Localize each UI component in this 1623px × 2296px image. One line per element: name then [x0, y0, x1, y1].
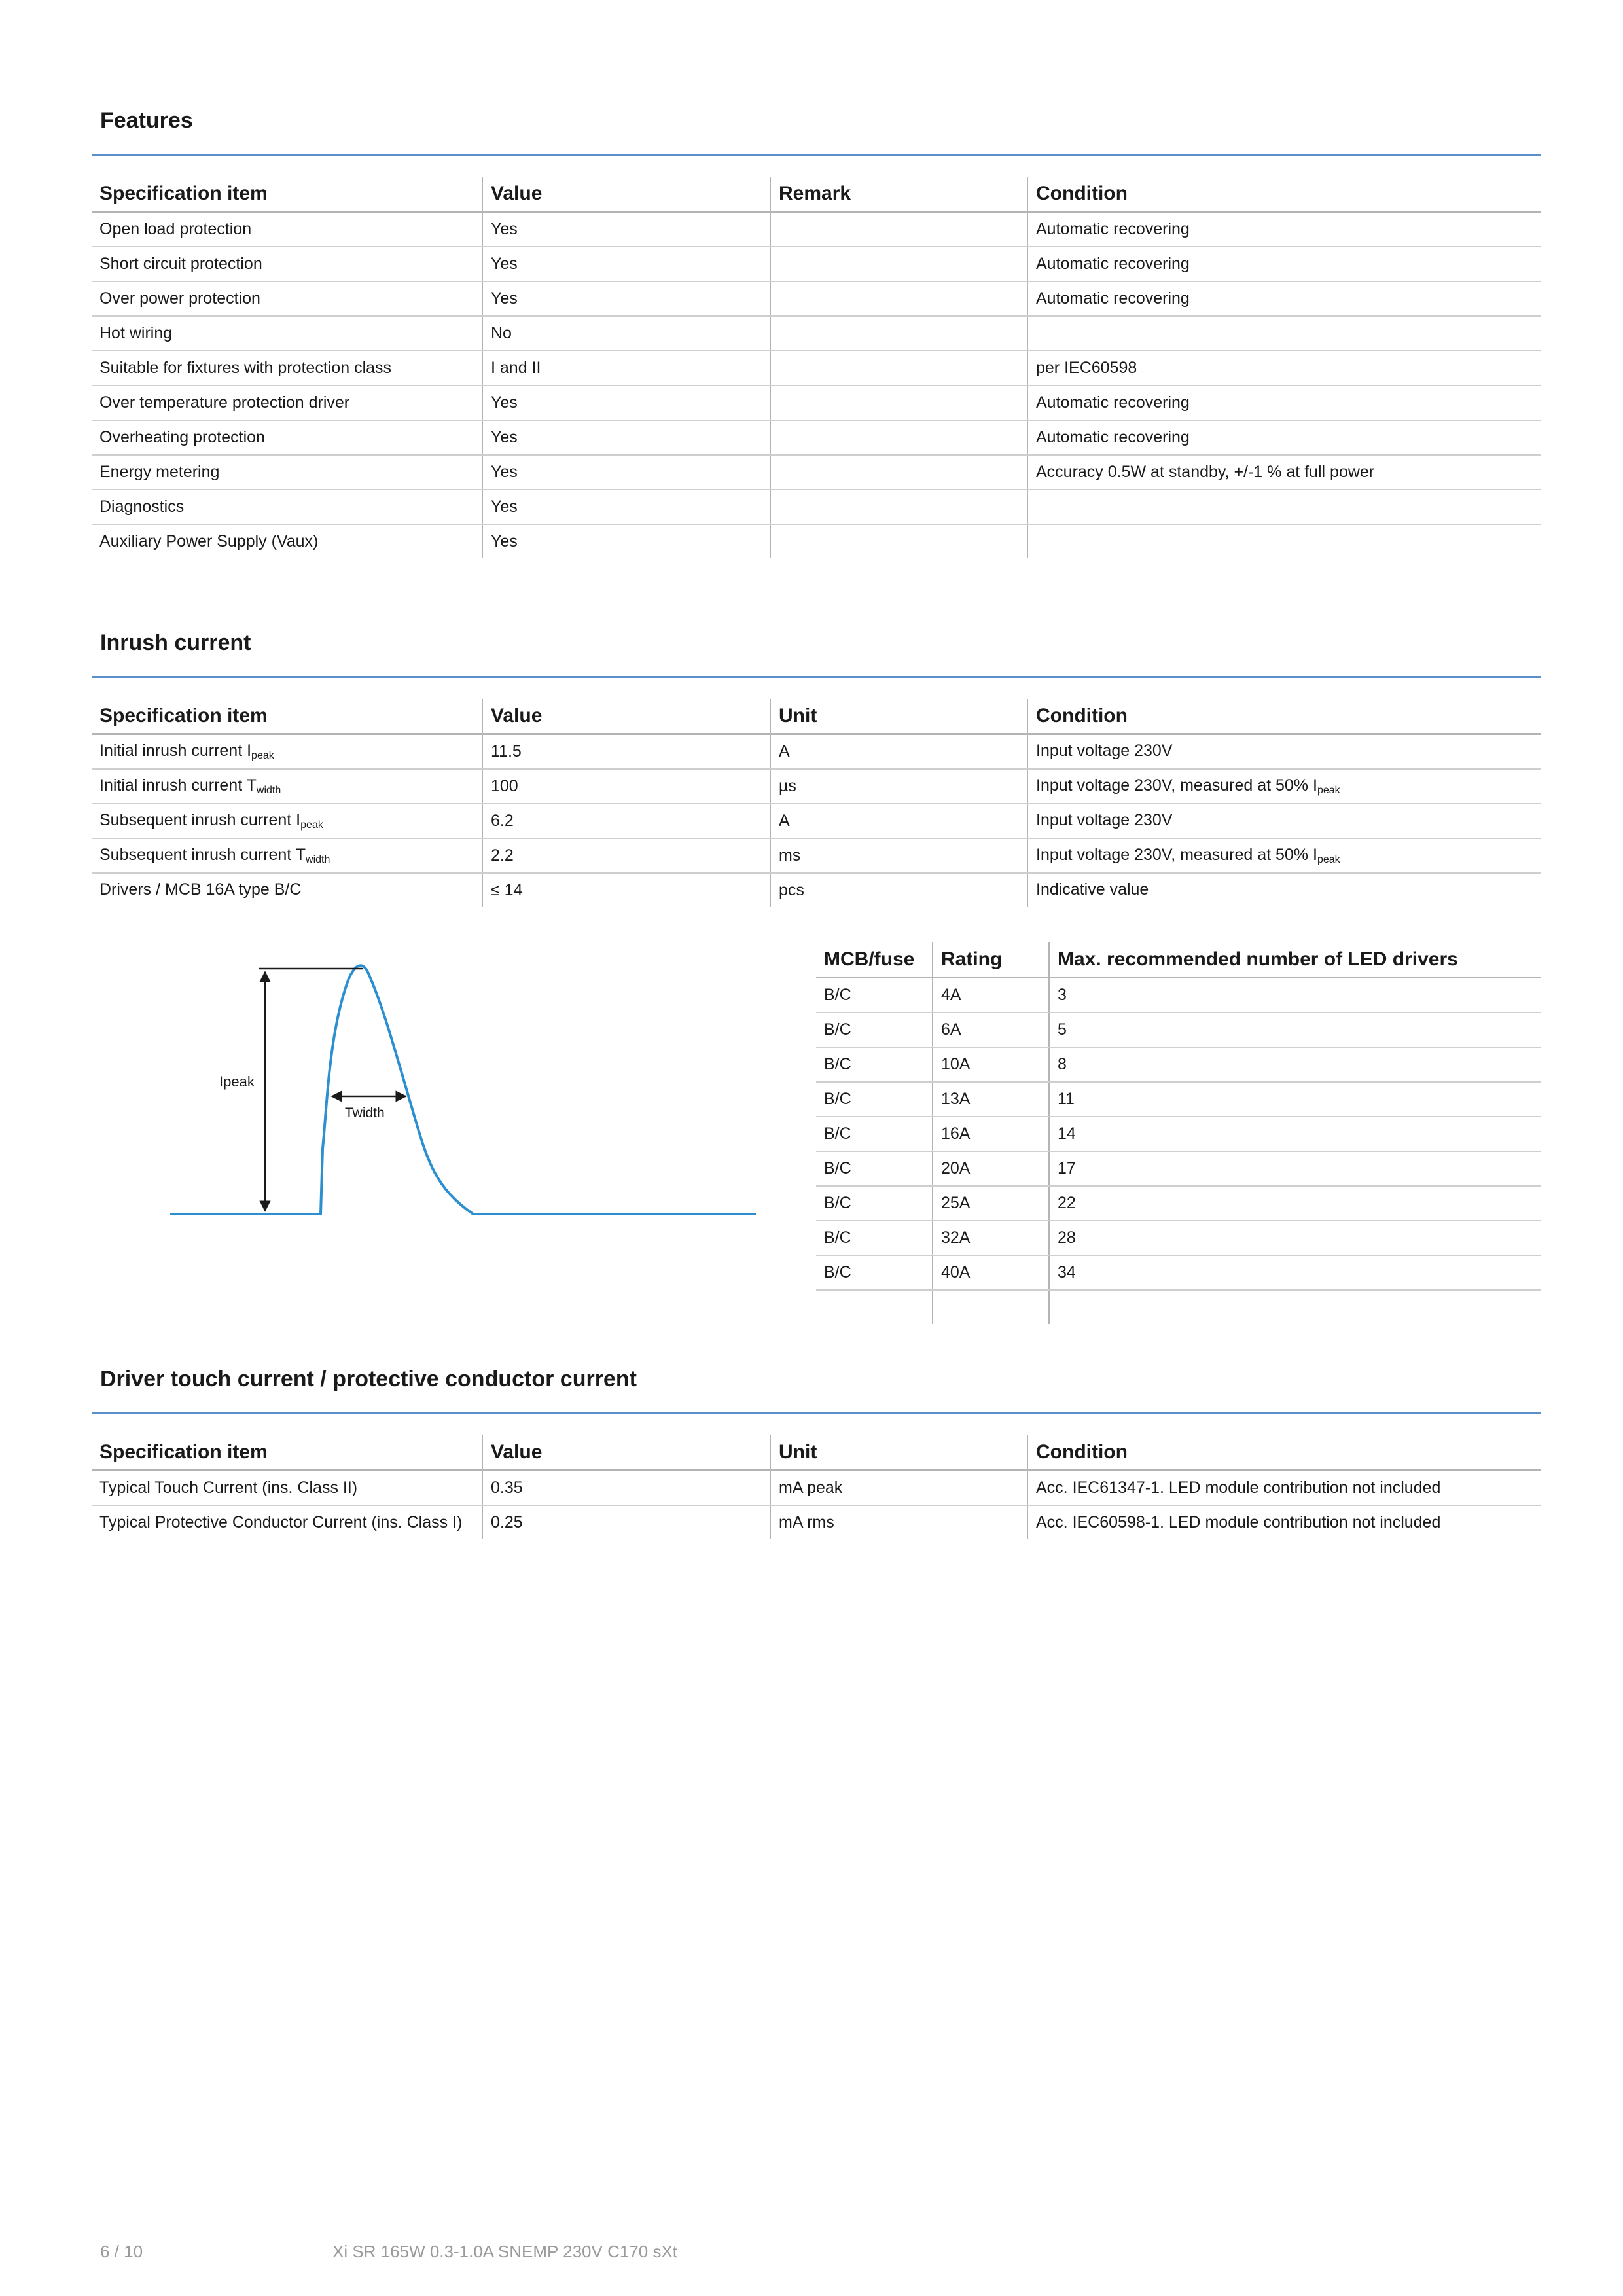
spec-unit: ms — [770, 838, 1027, 873]
spec-condition: Automatic recovering — [1027, 281, 1541, 316]
spec-condition — [1027, 873, 1541, 907]
table-row — [816, 1255, 1541, 1290]
spec-remark — [770, 455, 1027, 490]
spec-remark — [770, 316, 1027, 351]
spec-value: Yes — [482, 212, 770, 247]
features-header-item: Specification item — [92, 177, 482, 212]
spec-condition — [1027, 734, 1541, 770]
features-header-remark: Remark — [770, 177, 1027, 212]
inrush-header-condition: Condition — [1027, 699, 1541, 734]
spec-remark — [770, 351, 1027, 386]
mcb-max-drivers: 5 — [1049, 1013, 1541, 1047]
spec-value: Yes — [482, 490, 770, 524]
spec-condition: Accuracy 0.5W at standby, +/-1 % at full power — [1027, 455, 1541, 490]
table-row — [92, 1471, 1541, 1506]
mcb-max-drivers: 11 — [1049, 1082, 1541, 1117]
spec-condition — [1027, 838, 1541, 873]
mcb-fuse — [816, 1290, 933, 1324]
table-row — [816, 1082, 1541, 1117]
features-header-value: Value — [482, 177, 770, 212]
spec-condition — [1027, 769, 1541, 804]
mcb-rating: 6A — [933, 1013, 1049, 1047]
spec-value: ≤ 14 — [482, 873, 770, 907]
spec-item-text: Subsequent inrush current T — [99, 846, 306, 864]
table-row — [816, 1013, 1541, 1047]
spec-condition-text: Input voltage 230V, measured at 50% I — [1036, 846, 1317, 864]
spec-value: Yes — [482, 455, 770, 490]
mcb-max-drivers: 34 — [1049, 1255, 1541, 1290]
features-section-rule — [92, 154, 1541, 156]
table-row — [92, 838, 1541, 873]
spec-remark — [770, 386, 1027, 420]
touch-header-condition: Condition — [1027, 1435, 1541, 1471]
features-header-condition: Condition — [1027, 177, 1541, 212]
spec-remark — [770, 420, 1027, 455]
spec-condition — [1027, 804, 1541, 838]
spec-unit: pcs — [770, 873, 1027, 907]
inrush-waveform-diagram — [167, 952, 762, 1227]
table-row — [92, 1505, 1541, 1539]
table-row — [92, 804, 1541, 838]
spec-remark — [770, 490, 1027, 524]
mcb-max-drivers — [1049, 1290, 1541, 1324]
touch-header-item: Specification item — [92, 1435, 482, 1471]
mcb-fuse: B/C — [816, 1013, 933, 1047]
mcb-fuse: B/C — [816, 1221, 933, 1255]
table-row — [92, 420, 1541, 455]
spec-value: Yes — [482, 247, 770, 281]
inrush-header-unit: Unit — [770, 699, 1027, 734]
table-row — [92, 873, 1541, 907]
spec-unit: A — [770, 804, 1027, 838]
mcb-table — [816, 942, 1541, 1324]
spec-item — [92, 873, 482, 907]
touch-header-row — [92, 1435, 1541, 1471]
spec-item: Suitable for fixtures with protection class — [92, 351, 482, 386]
table-row — [92, 490, 1541, 524]
mcb-rating: 40A — [933, 1255, 1049, 1290]
spec-condition-text: Input voltage 230V — [1036, 742, 1173, 760]
touch-section-rule — [92, 1412, 1541, 1414]
spec-condition: Automatic recovering — [1027, 386, 1541, 420]
table-row — [92, 386, 1541, 420]
spec-item-subscript: peak — [300, 819, 323, 831]
table-row — [92, 351, 1541, 386]
table-row — [816, 1117, 1541, 1151]
spec-item-text: Initial inrush current T — [99, 776, 257, 795]
ipeak-label: Ipeak — [219, 1073, 255, 1090]
spec-remark — [770, 247, 1027, 281]
mcb-rating: 10A — [933, 1047, 1049, 1082]
spec-value: 100 — [482, 769, 770, 804]
spec-value: 6.2 — [482, 804, 770, 838]
spec-value: 0.35 — [482, 1471, 770, 1506]
table-row — [816, 1047, 1541, 1082]
spec-value: Yes — [482, 420, 770, 455]
touch-section-title: Driver touch current / protective conductor current — [100, 1367, 637, 1391]
inrush-table — [92, 699, 1541, 907]
spec-unit: mA rms — [770, 1505, 1027, 1539]
touch-table — [92, 1435, 1541, 1539]
table-row — [816, 1221, 1541, 1255]
table-row — [92, 455, 1541, 490]
spec-condition-subscript: peak — [1317, 854, 1340, 865]
spec-item-text: Drivers / MCB 16A type B/C — [99, 880, 302, 899]
spec-item-subscript: width — [306, 854, 330, 865]
spec-condition-text: Input voltage 230V, measured at 50% I — [1036, 776, 1317, 795]
spec-value: No — [482, 316, 770, 351]
mcb-header-row — [816, 942, 1541, 978]
spec-condition — [1027, 316, 1541, 351]
mcb-max-drivers: 22 — [1049, 1186, 1541, 1221]
touch-header-value: Value — [482, 1435, 770, 1471]
spec-item: Typical Touch Current (ins. Class II) — [92, 1471, 482, 1506]
spec-value: 0.25 — [482, 1505, 770, 1539]
spec-condition: Acc. IEC60598-1. LED module contribution not included — [1027, 1505, 1541, 1539]
features-section-title: Features — [100, 108, 193, 133]
spec-remark — [770, 281, 1027, 316]
spec-value: I and II — [482, 351, 770, 386]
spec-item: Diagnostics — [92, 490, 482, 524]
spec-condition-text: Indicative value — [1036, 880, 1149, 899]
spec-item: Over power protection — [92, 281, 482, 316]
spec-item: Short circuit protection — [92, 247, 482, 281]
spec-item — [92, 804, 482, 838]
table-row — [816, 1186, 1541, 1221]
spec-condition: per IEC60598 — [1027, 351, 1541, 386]
spec-unit: A — [770, 734, 1027, 770]
spec-item: Hot wiring — [92, 316, 482, 351]
mcb-rating: 20A — [933, 1151, 1049, 1186]
inrush-section-title: Inrush current — [100, 630, 251, 655]
spec-condition-text: Input voltage 230V — [1036, 811, 1173, 829]
mcb-fuse: B/C — [816, 1255, 933, 1290]
mcb-rating — [933, 1290, 1049, 1324]
spec-item: Open load protection — [92, 212, 482, 247]
table-row — [816, 978, 1541, 1013]
spec-item: Typical Protective Conductor Current (ins. Class I) — [99, 1513, 463, 1532]
mcb-header-max-drivers: Max. recommended number of LED drivers — [1049, 942, 1541, 978]
mcb-rating: 32A — [933, 1221, 1049, 1255]
spec-item-text: Subsequent inrush current I — [99, 811, 301, 829]
inrush-header-value: Value — [482, 699, 770, 734]
spec-condition: Acc. IEC61347-1. LED module contribution not included — [1027, 1471, 1541, 1506]
inrush-header-row — [92, 699, 1541, 734]
spec-condition — [1027, 524, 1541, 558]
table-row — [92, 734, 1541, 770]
table-row — [92, 281, 1541, 316]
table-row — [92, 212, 1541, 247]
features-header-row — [92, 177, 1541, 212]
spec-remark — [770, 524, 1027, 558]
mcb-fuse: B/C — [816, 978, 933, 1013]
spec-item: Over temperature protection driver — [92, 386, 482, 420]
spec-unit: mA peak — [770, 1471, 1027, 1506]
spec-item — [92, 838, 482, 873]
mcb-fuse: B/C — [816, 1117, 933, 1151]
features-table — [92, 177, 1541, 558]
spec-item-text: Initial inrush current I — [99, 742, 252, 760]
mcb-fuse: B/C — [816, 1151, 933, 1186]
spec-value: 11.5 — [482, 734, 770, 770]
inrush-header-item: Specification item — [92, 699, 482, 734]
twidth-label: Twidth — [345, 1105, 385, 1121]
touch-header-unit: Unit — [770, 1435, 1027, 1471]
spec-item — [92, 734, 482, 770]
mcb-fuse: B/C — [816, 1082, 933, 1117]
table-row — [816, 1151, 1541, 1186]
table-row — [816, 1290, 1541, 1324]
spec-condition: Automatic recovering — [1027, 247, 1541, 281]
mcb-max-drivers: 28 — [1049, 1221, 1541, 1255]
spec-item-subscript: peak — [251, 750, 274, 761]
spec-condition: Automatic recovering — [1027, 212, 1541, 247]
spec-condition — [1027, 490, 1541, 524]
mcb-header-fuse: MCB/fuse — [816, 942, 933, 978]
table-row — [92, 316, 1541, 351]
spec-unit: µs — [770, 769, 1027, 804]
table-row — [92, 769, 1541, 804]
inrush-section-rule — [92, 676, 1541, 678]
spec-condition: Automatic recovering — [1027, 420, 1541, 455]
spec-item: Overheating protection — [92, 420, 482, 455]
waveform-curve — [170, 965, 756, 1214]
mcb-rating: 4A — [933, 978, 1049, 1013]
mcb-fuse: B/C — [816, 1047, 933, 1082]
mcb-rating: 25A — [933, 1186, 1049, 1221]
footer-page-number: 6 / 10 — [100, 2242, 143, 2261]
spec-item-subscript: width — [256, 785, 281, 796]
spec-value: Yes — [482, 524, 770, 558]
mcb-rating: 13A — [933, 1082, 1049, 1117]
spec-value: 2.2 — [482, 838, 770, 873]
mcb-header-rating: Rating — [933, 942, 1049, 978]
mcb-max-drivers: 14 — [1049, 1117, 1541, 1151]
spec-item — [92, 769, 482, 804]
spec-value: Yes — [482, 281, 770, 316]
mcb-max-drivers: 8 — [1049, 1047, 1541, 1082]
table-row — [92, 247, 1541, 281]
footer-product-name: Xi SR 165W 0.3-1.0A SNEMP 230V C170 sXt — [332, 2242, 678, 2261]
mcb-max-drivers: 17 — [1049, 1151, 1541, 1186]
spec-value: Yes — [482, 386, 770, 420]
mcb-max-drivers: 3 — [1049, 978, 1541, 1013]
spec-remark — [770, 212, 1027, 247]
spec-item: Energy metering — [92, 455, 482, 490]
table-row — [92, 524, 1541, 558]
mcb-fuse: B/C — [816, 1186, 933, 1221]
mcb-rating: 16A — [933, 1117, 1049, 1151]
spec-condition-subscript: peak — [1317, 785, 1340, 796]
spec-item: Auxiliary Power Supply (Vaux) — [99, 532, 319, 550]
